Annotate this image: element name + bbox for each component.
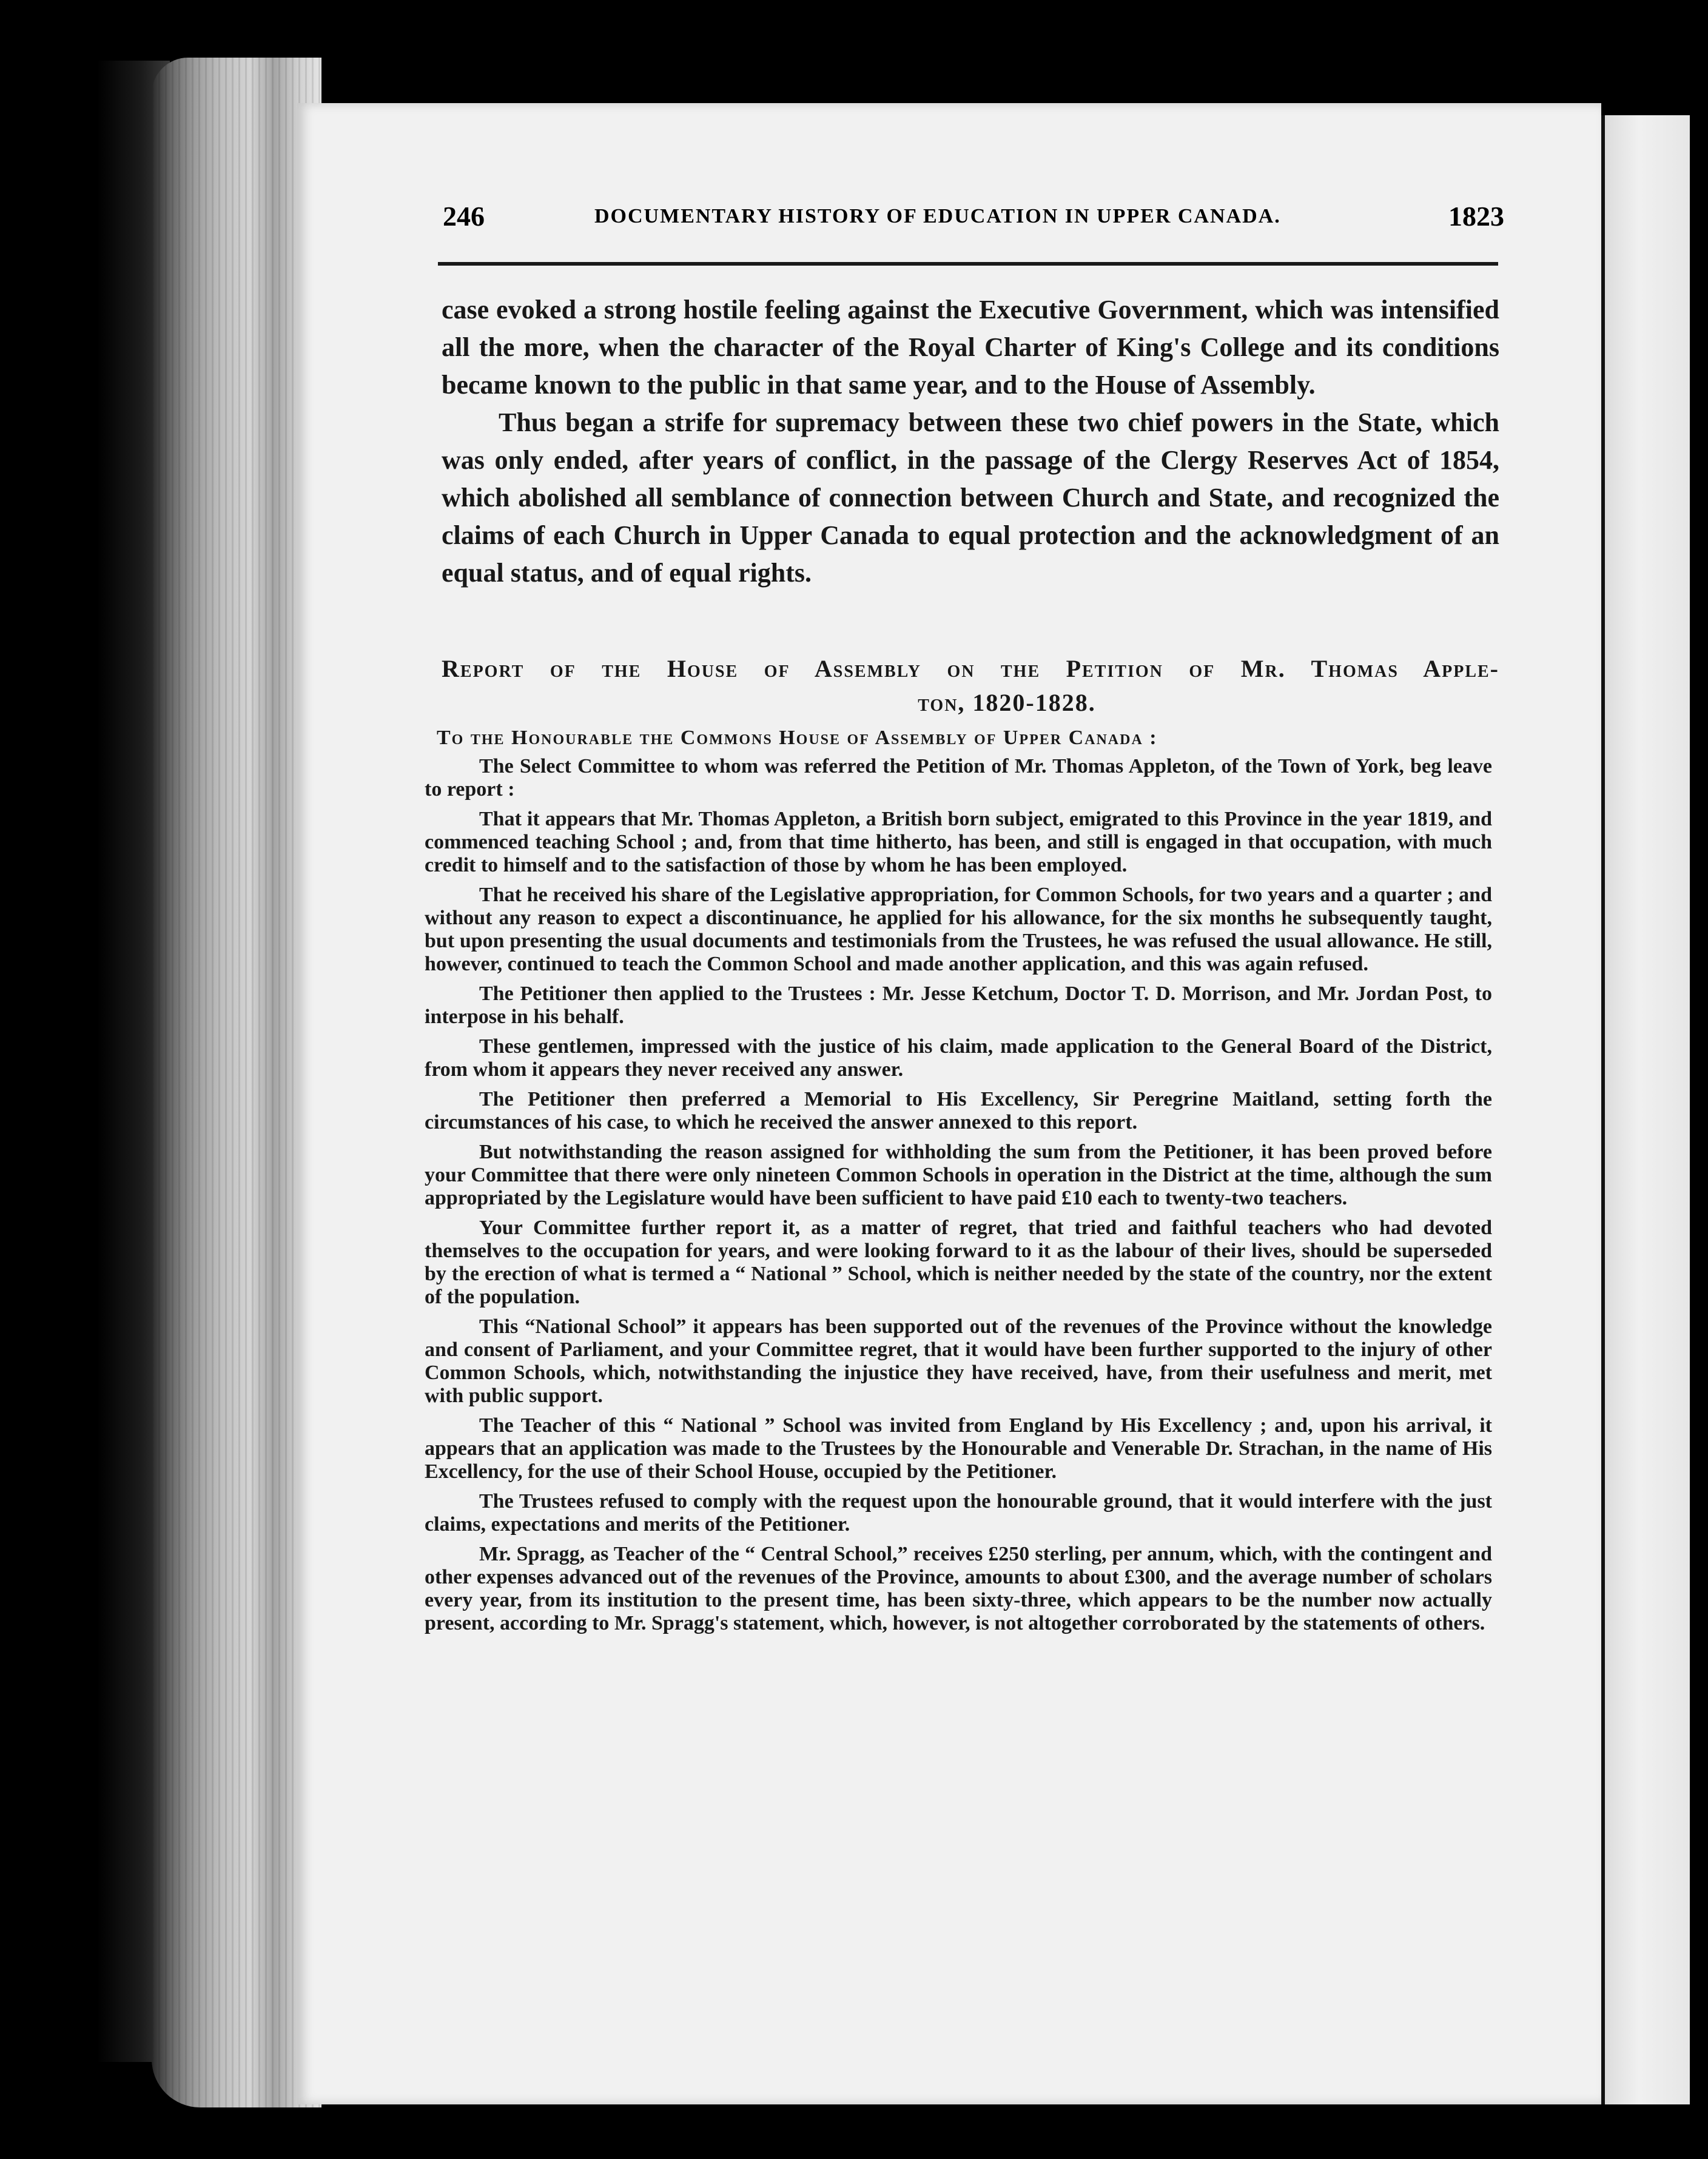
report-paragraph: The Teacher of this “ National ” School was invited from England by His Excellency ; and, upon his arrival, it appears that an application was made to the Trustees by the Honourable and Venerable Dr. Strachan, in the name of His Excellency, for the use of their School House, occupied by the Petitioner.	[425, 1414, 1492, 1483]
running-title: DOCUMENTARY HISTORY OF EDUCATION IN UPPER CANADA.	[594, 205, 1281, 227]
intro-text	[442, 291, 1499, 592]
running-head	[443, 200, 1504, 237]
report-paragraph: But notwithstanding the reason assigned for withholding the sum from the Petitioner, it has been proved before your Committee that there were only nineteen Common Schools in operation in the District at the time, although the sum appropriated by the Legislature would have been sufficient to have paid £10 each to twenty-two teachers.	[425, 1141, 1492, 1209]
report-heading-line-2: ton, 1820-1828.	[918, 689, 1096, 716]
report-paragraph: These gentlemen, impressed with the justice of his claim, made application to the General Board of the District, from whom it appears they never received any answer.	[425, 1035, 1492, 1081]
page-number: 246	[443, 201, 485, 232]
report-paragraph: The Petitioner then applied to the Trustees : Mr. Jesse Ketchum, Doctor T. D. Morrison, and Mr. Jordan Post, to interpose in his behalf.	[425, 982, 1492, 1028]
report-body	[425, 755, 1492, 1642]
page-edges	[152, 58, 321, 2107]
facing-page-edge	[1601, 115, 1690, 2104]
report-paragraph: Mr. Spragg, as Teacher of the “ Central School,” receives £250 sterling, per annum, which, with the contingent and other expenses advanced out of the revenues of the Province, amounts to about £300, and the average number of scholars every year, from its institution to the present time, has been sixty-three, which appears to be the number now actually present, according to Mr. Spragg's statement, which, however, is not altogether corroborated by the statements of others.	[425, 1543, 1492, 1634]
report-heading	[442, 652, 1499, 720]
report-paragraph: That it appears that Mr. Thomas Appleton, a British born subject, emigrated to this Province in the year 1819, and commenced teaching School ; and, from that time hitherto, has been, and still is engaged in that occupation, with much credit to himself and to the satisfaction of those by whom he has been employed.	[425, 808, 1492, 876]
report-paragraph: The Select Committee to whom was referred the Petition of Mr. Thomas Appleton, of the Town of York, beg leave to report :	[425, 755, 1492, 801]
report-paragraph: This “National School” it appears has been supported out of the revenues of the Province without the knowledge and consent of Parliament, and your Committee regret, that it would have been further supported to the injury of other Common Schools, which, notwithstanding the injustice they have received, have, from their usefulness and merit, met with public support.	[425, 1315, 1492, 1407]
running-year: 1823	[1448, 201, 1504, 232]
report-paragraph: The Petitioner then preferred a Memorial to His Excellency, Sir Peregrine Maitland, setting forth the circumstances of his case, to which he received the answer annexed to this report.	[425, 1088, 1492, 1133]
report-paragraph: That he received his share of the Legislative appropriation, for Common Schools, for two years and a quarter ; and without any reason to expect a discontinuance, he applied for his allowance, for the six months he subsequently taught, but upon presenting the usual documents and testimonials from the Trustees, he was refused the usual allowance. He still, however, continued to teach the Common School and made another application, and this was again refused.	[425, 884, 1492, 975]
report-addressee: To the Honourable the Commons House of Assembly of Upper Canada :	[437, 727, 1158, 749]
report-paragraph: Your Committee further report it, as a matter of regret, that tried and faithful teachers who had devoted themselves to the occupation for years, and were looking forward to it as the labour of their lives, should be superseded by the erection of what is termed a “ National ” School, which is neither needed by the state of the country, nor the extent of the population.	[425, 1217, 1492, 1308]
report-heading-line-1: Report of the House of Assembly on the Petition of Mr. Thomas Apple-	[442, 655, 1499, 682]
report-paragraph: The Trustees refused to comply with the request upon the honourable ground, that it would interfere with the just claims, expectations and merits of the Petitioner.	[425, 1490, 1492, 1536]
intro-paragraph: Thus began a strife for supremacy between these two chief powers in the State, which was only ended, after years of conflict, in the passage of the Clergy Reserves Act of 1854, which abolished all semblance of connection between Church and State, and recognized the claims of each Church in Upper Canada to equal protection and the acknowledgment of an equal status, and of equal rights.	[442, 408, 1499, 588]
intro-paragraph: case evoked a strong hostile feeling against the Executive Government, which was intensified all the more, when the character of the Royal Charter of King's College and its conditions became known to the public in that same year, and to the House of Assembly.	[442, 295, 1499, 400]
header-rule	[438, 262, 1498, 266]
